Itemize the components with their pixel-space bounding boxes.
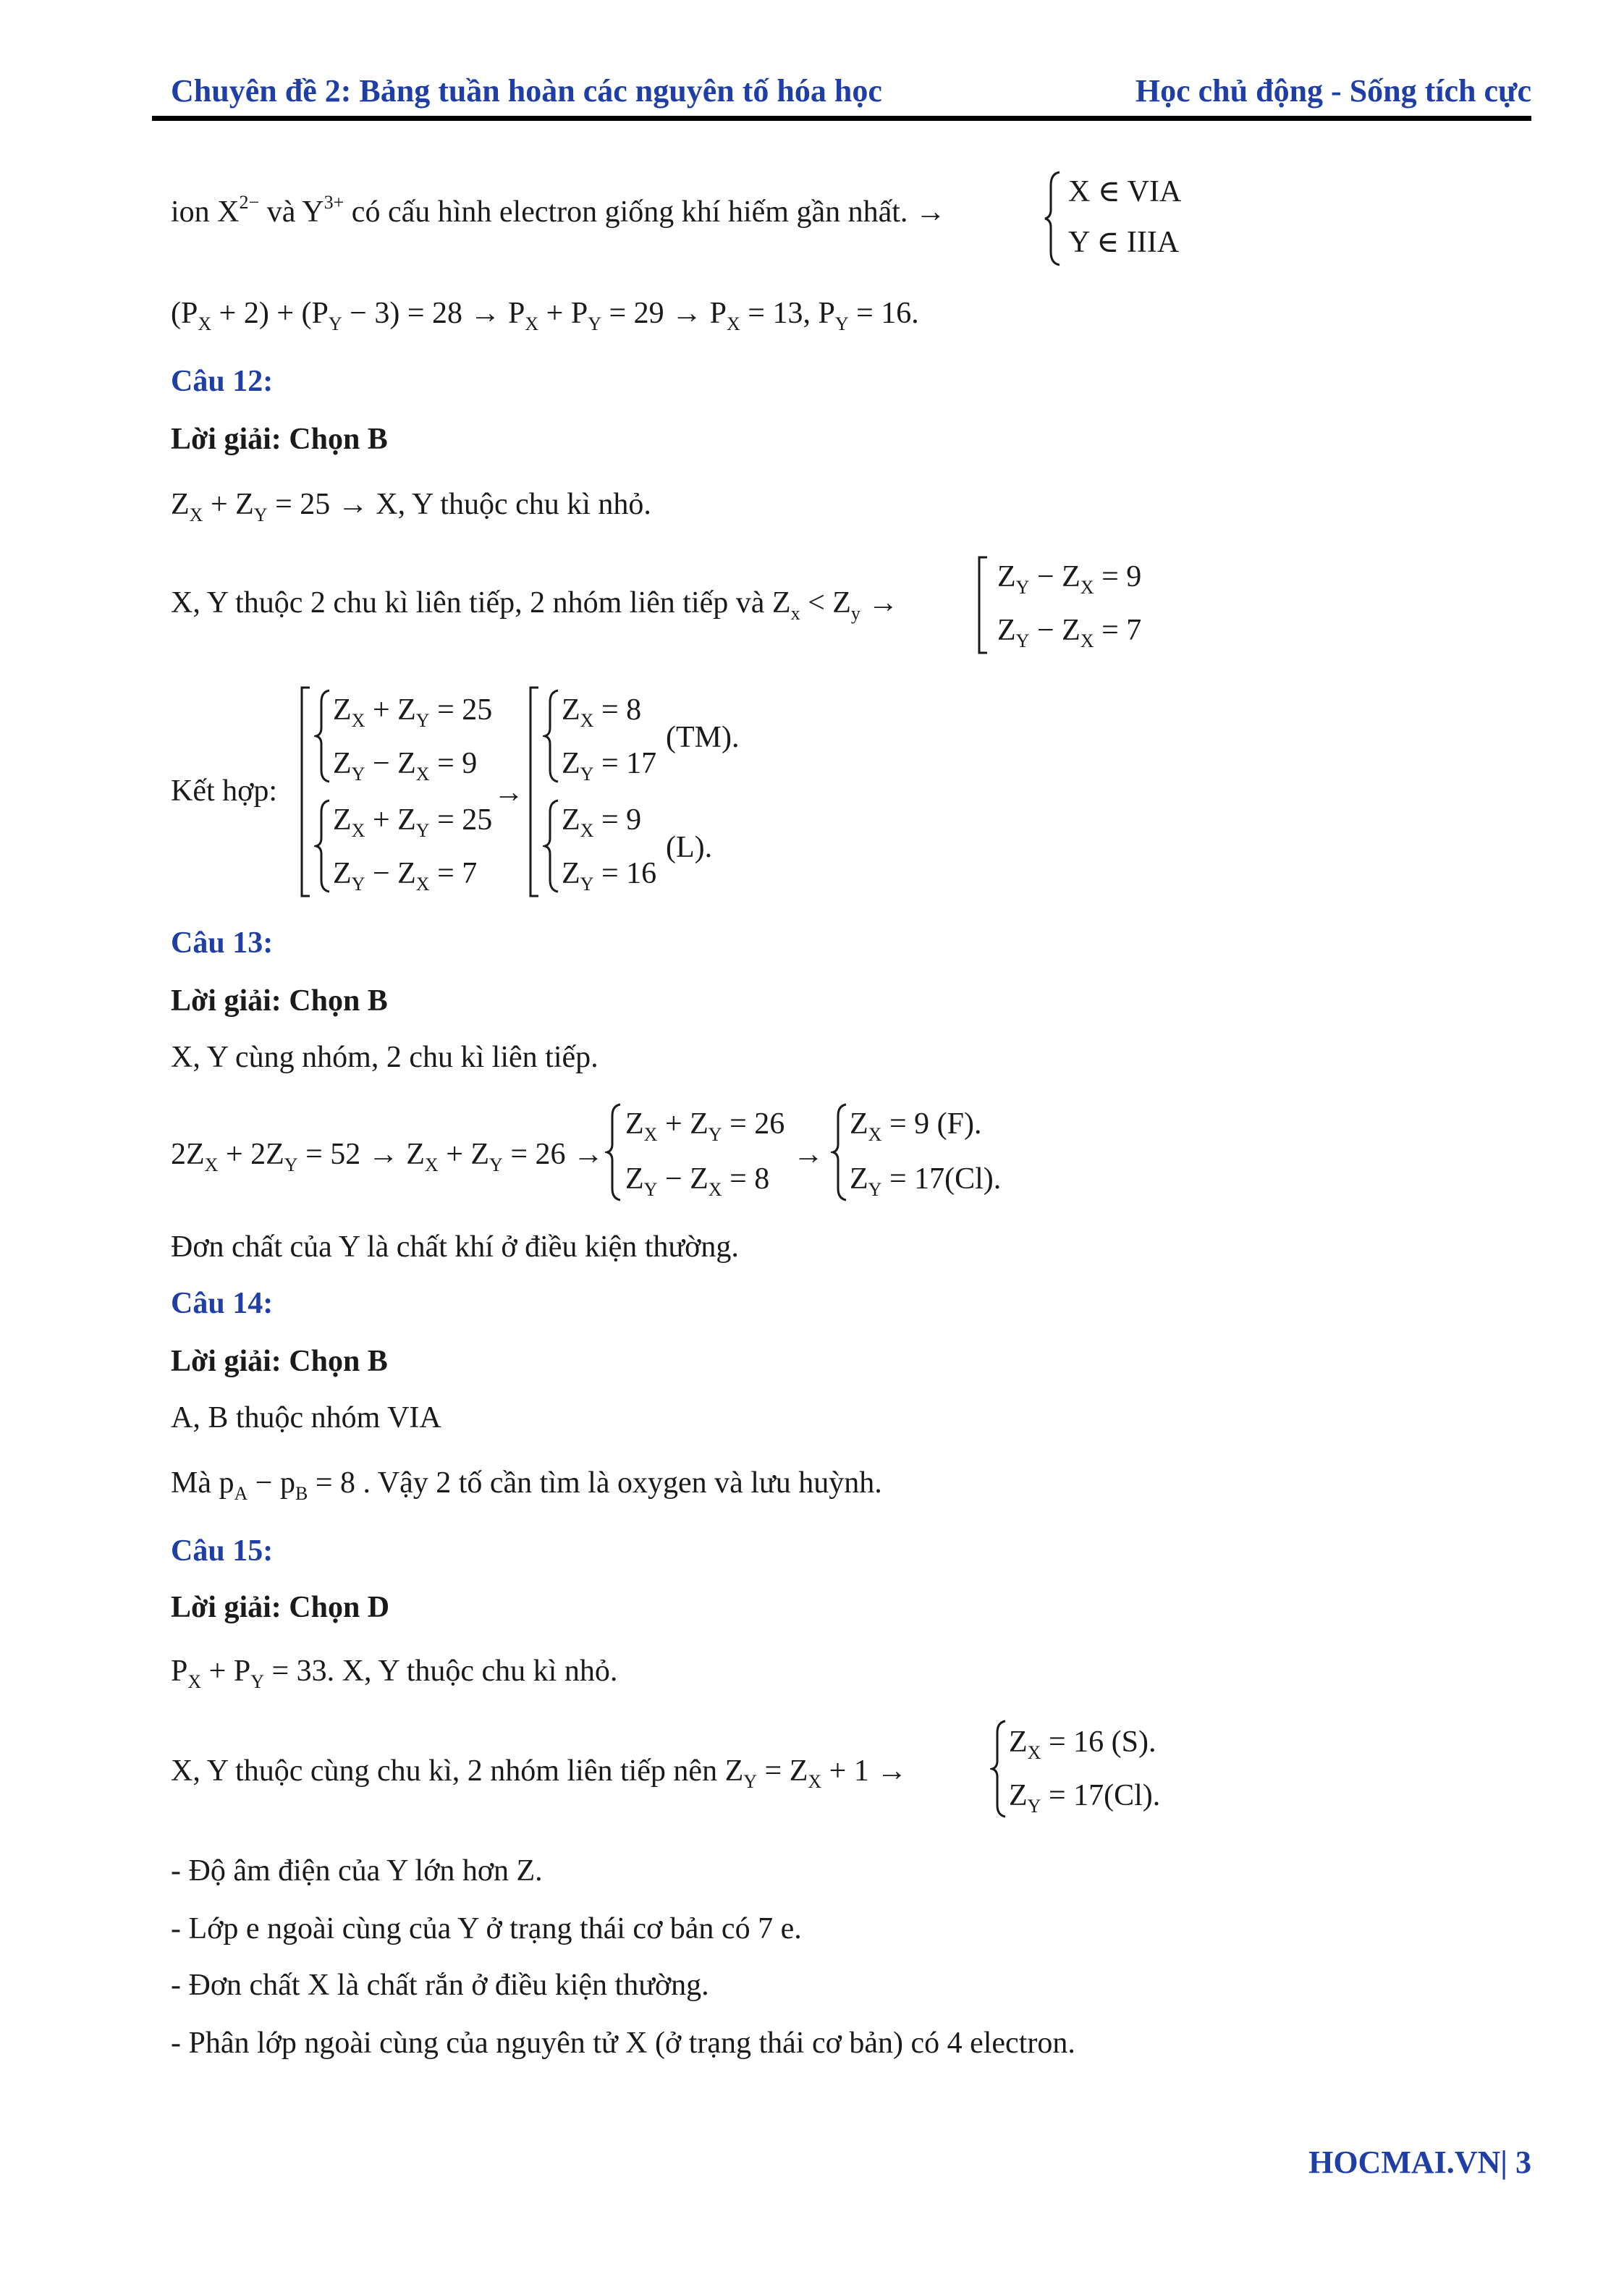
q15-line1: $P_X + P_Y = 33$. X, Y thuộc chu kì nhỏ. (171, 1655, 618, 1692)
q13-title: Câu 13: (171, 926, 274, 960)
q13-answer: Lời giải: Chọn B (171, 984, 388, 1018)
q13-arrow: → (793, 1138, 824, 1171)
q15-bullet-2: - Lớp e ngoài cùng của Y ở trạng thái cơ bản có 7 e. (171, 1912, 802, 1945)
q12-res2-brace (543, 799, 560, 893)
q12-combine-arrow: → (494, 776, 524, 809)
q15-line2: X, Y thuộc cùng chu kì, 2 nhóm liên tiếp nên $Z_Y = Z_X + 1$ → (171, 1754, 908, 1792)
q13-line1: X, Y cùng nhóm, 2 chu kì liên tiếp. (171, 1041, 599, 1074)
q12-answer: Lời giải: Chọn B (171, 423, 388, 456)
q12-title: Câu 12: (171, 365, 274, 398)
q13-res2: $Z_Y = 17(Cl)$. (850, 1162, 1002, 1200)
header-title: Chuyên đề 2: Bảng tuần hoàn các nguyên tố hóa học (171, 73, 882, 109)
q12-sys1-eq2: $Z_Y - Z_X = 9$ (333, 747, 478, 785)
q12-res2-tag: (L). (666, 831, 713, 864)
q12-res1-tag: (TM). (666, 721, 740, 754)
header-slogan: Học chủ động - Sống tích cực (1135, 73, 1531, 109)
q12-combine-label: Kết hợp: (171, 774, 278, 808)
q13-res1: $Z_X = 9$ (F). (850, 1107, 982, 1145)
q12-sys1-brace (314, 689, 331, 783)
q12-res2-b: $Z_Y = 16$ (562, 857, 657, 895)
q13-line3: Đơn chất của Y là chất khí ở điều kiện thường. (171, 1230, 739, 1264)
q12-option-2: $Z_Y - Z_X = 7$ (997, 614, 1142, 651)
q13-sys-brace (605, 1103, 622, 1201)
q12-sys1-eq1: $Z_X + Z_Y = 25$ (333, 693, 493, 731)
q13-equation: $2Z_X + 2Z_Y = 52 \to Z_X + Z_Y = 26$ → (171, 1138, 604, 1175)
q15-bullet-3: - Đơn chất X là chất rắn ở điều kiện thường. (171, 1969, 709, 2002)
intro-sys-1: X ∈ VIA (1068, 175, 1182, 208)
q15-bullet-4: - Phân lớp ngoài cùng của nguyên tử X (ở trạng thái cơ bản) có 4 electron. (171, 2027, 1075, 2060)
q15-res1: $Z_X = 16$ (S). (1009, 1725, 1156, 1763)
q13-sys-eq1: $Z_X + Z_Y = 26$ (625, 1107, 785, 1145)
q12-res2-a: $Z_X = 9$ (562, 803, 642, 841)
q12-line1: $Z_X + Z_Y = 25 \to X$, Y thuộc chu kì nhỏ. (171, 488, 651, 525)
q12-sys2-brace (314, 799, 331, 893)
q12-sys2-eq1: $Z_X + Z_Y = 25$ (333, 803, 493, 841)
q15-answer: Lời giải: Chọn D (171, 1591, 390, 1624)
q13-res-brace (831, 1103, 848, 1201)
q14-answer: Lời giải: Chọn B (171, 1345, 388, 1378)
q12-res1-b: $Z_Y = 17$ (562, 747, 657, 785)
q12-option-1: $Z_Y - Z_X = 9$ (997, 560, 1142, 598)
intro-line: ion $X^{2-}$ và $Y^{3+}$ có cấu hình electron giống khí hiếm gần nhất. → (171, 192, 946, 229)
footer-page-number: HOCMAI.VN| 3 (1308, 2145, 1531, 2180)
q12-line2: X, Y thuộc 2 chu kì liên tiếp, 2 nhóm liên tiếp và $Z_x < Z_y$ → (171, 586, 899, 624)
intro-equation: $(P_X + 2) + (P_Y - 3) = 28 \to P_X + P_Y = 29 \to P_X = 13$, $P_Y = 16$. (171, 297, 919, 334)
intro-brace (1042, 171, 1062, 266)
q14-line2: Mà $p_A - p_B = 8$ . Vậy 2 tố cần tìm là oxygen và lưu huỳnh. (171, 1466, 882, 1504)
q15-res2: $Z_Y = 17(Cl)$. (1009, 1779, 1161, 1817)
q15-title: Câu 15: (171, 1534, 274, 1568)
q13-sys-eq2: $Z_Y - Z_X = 8$ (625, 1162, 770, 1200)
q14-title: Câu 14: (171, 1287, 274, 1320)
q12-res1-a: $Z_X = 8$ (562, 693, 642, 731)
q15-bullet-1: - Độ âm điện của Y lớn hơn Z. (171, 1854, 543, 1888)
header-divider (152, 116, 1531, 121)
q12-result-bracket (528, 686, 540, 897)
q14-line1: A, B thuộc nhóm VIA (171, 1401, 441, 1435)
q12-res1-brace (543, 689, 560, 783)
q12-options-bracket (977, 556, 989, 654)
q15-res-brace (990, 1720, 1007, 1818)
q12-combine-bracket (300, 686, 311, 897)
q12-sys2-eq2: $Z_Y - Z_X = 7$ (333, 857, 478, 895)
intro-sys-2: Y ∈ IIIA (1068, 226, 1180, 259)
